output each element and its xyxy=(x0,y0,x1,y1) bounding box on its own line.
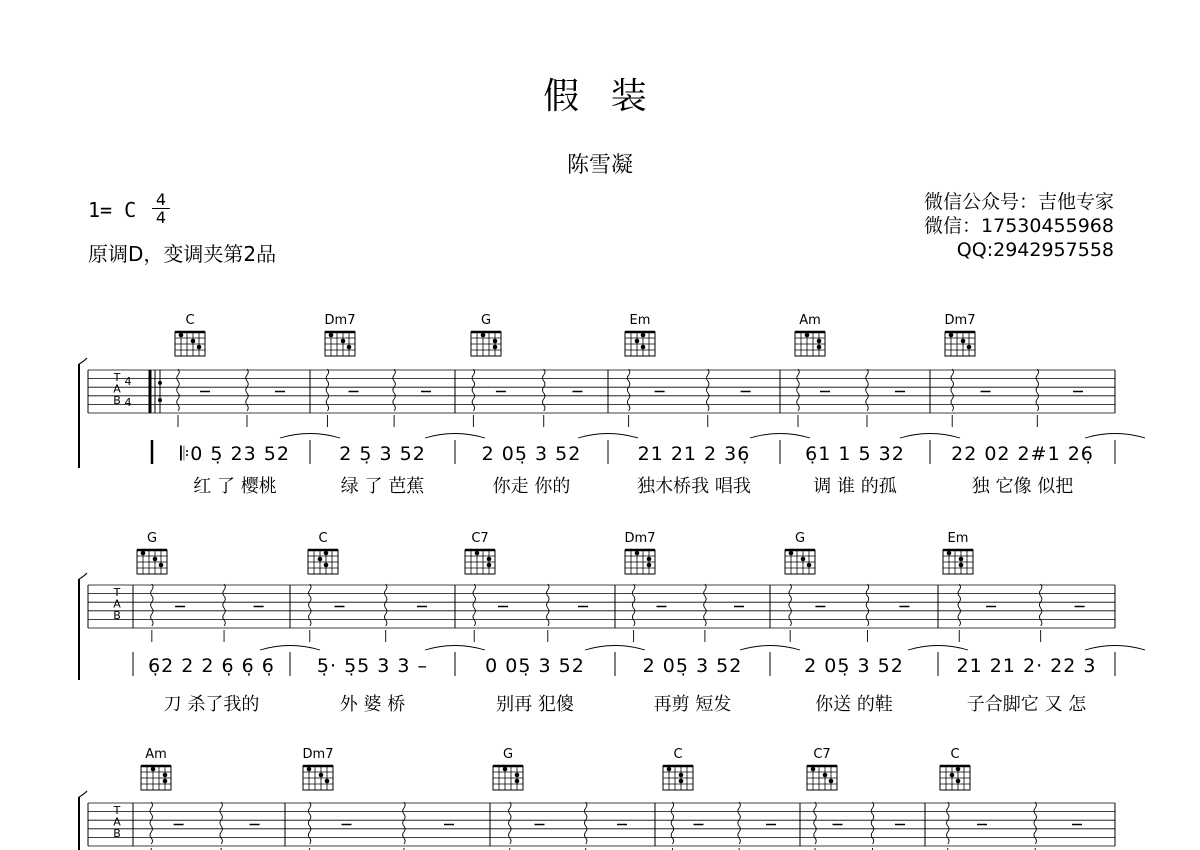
measure-lyrics: 独木桥我 唱我 xyxy=(637,476,751,497)
finger-dot xyxy=(801,557,806,562)
chord-name: Em xyxy=(629,313,651,328)
finger-dot xyxy=(961,339,966,344)
measure-lyrics: 调 谁 的孤 xyxy=(813,476,897,497)
chord-name: Dm7 xyxy=(302,747,334,762)
finger-dot xyxy=(667,767,672,772)
finger-dot xyxy=(811,767,816,772)
measure-lyrics: 刀 杀了我的 xyxy=(163,694,260,715)
chord-name: C xyxy=(185,313,195,328)
finger-dot xyxy=(141,551,146,556)
measure-lyrics: 再剪 短发 xyxy=(653,694,732,715)
tab-clef-letter: T xyxy=(113,586,121,599)
chord-grid xyxy=(943,550,973,574)
capo-note: 原调D，变调夹第2品 xyxy=(88,242,277,266)
finger-dot xyxy=(807,563,812,568)
chord-grid xyxy=(325,332,355,356)
tie-arc xyxy=(740,646,800,651)
chord-diagram xyxy=(493,747,523,790)
measure-notes: 6̣1 1 5 32 xyxy=(805,443,905,465)
finger-dot xyxy=(647,557,652,562)
finger-dot xyxy=(679,773,684,778)
measure-lyrics: 你送 的鞋 xyxy=(815,694,893,715)
chord-grid xyxy=(308,550,338,574)
finger-dot xyxy=(475,551,480,556)
measure-lyrics: 你走 你的 xyxy=(492,476,571,497)
chord-grid xyxy=(493,766,523,790)
finger-dot xyxy=(947,551,952,556)
chord-name: G xyxy=(480,313,492,328)
measure-notes: 0 05̣ 3 52 xyxy=(485,655,585,677)
tab-clef-letter: B xyxy=(113,394,121,407)
finger-dot xyxy=(318,557,323,562)
tie-arc xyxy=(425,434,485,439)
tab-clef-letter: A xyxy=(113,815,121,829)
chord-name: G xyxy=(794,531,806,546)
chord-grid xyxy=(625,332,655,356)
finger-dot xyxy=(967,345,972,350)
chord-grid xyxy=(465,550,495,574)
finger-dot xyxy=(329,333,334,338)
finger-dot xyxy=(641,345,646,350)
finger-dot xyxy=(151,767,156,772)
contact-wechat: 微信：17530455968 xyxy=(924,215,1114,237)
chord-diagram xyxy=(945,313,976,356)
chord-name: C7 xyxy=(813,747,831,762)
finger-dot xyxy=(481,333,486,338)
tie-arc xyxy=(260,646,320,651)
measure-notes: 5̣· 5̣5 3 3 – xyxy=(316,655,429,677)
measure-lyrics: 红 了 樱桃 xyxy=(193,476,277,497)
chord-diagram xyxy=(137,531,167,574)
measure-lyrics: 子合脚它 又 怎 xyxy=(966,694,1087,715)
tab-clef-letter: A xyxy=(113,382,121,396)
chord-diagram xyxy=(663,747,693,790)
finger-dot xyxy=(487,557,492,562)
tab-staff xyxy=(79,791,1115,850)
finger-dot xyxy=(179,333,184,338)
tab-system xyxy=(79,531,1145,715)
finger-dot xyxy=(191,339,196,344)
tie-arc xyxy=(750,434,810,439)
contact-wechat-account: 微信公众号：吉他专家 xyxy=(923,191,1114,213)
chord-diagram xyxy=(625,531,656,574)
finger-dot xyxy=(153,557,158,562)
finger-dot xyxy=(829,779,834,784)
chord-diagram xyxy=(471,313,501,356)
tie-arc xyxy=(280,434,340,439)
chord-grid xyxy=(795,332,825,356)
chord-name: C xyxy=(950,747,960,762)
chord-diagram xyxy=(940,747,970,790)
jianpu-line xyxy=(133,646,1145,716)
finger-dot xyxy=(950,773,955,778)
chord-grid xyxy=(471,332,501,356)
chord-grid xyxy=(940,766,970,790)
tie-arc xyxy=(1085,434,1145,439)
chord-diagram xyxy=(943,531,973,574)
key-signature: 1= C xyxy=(88,198,137,222)
chord-grid xyxy=(807,766,837,790)
chord-name: Em xyxy=(947,531,969,546)
finger-dot xyxy=(324,551,329,556)
tab-system xyxy=(79,313,1145,497)
measure-notes: 2 5̣ 3 52 xyxy=(339,443,426,465)
artist-name: 陈雪凝 xyxy=(566,153,633,178)
tab-clef-letter: B xyxy=(113,827,121,840)
finger-dot xyxy=(956,779,961,784)
chord-grid xyxy=(785,550,815,574)
finger-dot xyxy=(647,563,652,568)
chord-diagram xyxy=(325,313,356,356)
finger-dot xyxy=(515,773,520,778)
measure-notes: 6̣2 2 2 6̣ 6̣ 6̣ xyxy=(148,655,275,677)
jianpu-line xyxy=(152,434,1145,498)
finger-dot xyxy=(823,773,828,778)
chord-diagram xyxy=(141,747,171,790)
finger-dot xyxy=(817,339,822,344)
time-signature-bottom: 4 xyxy=(155,208,167,227)
measure-notes: 21 21 2· 22 3 xyxy=(956,655,1097,677)
song-title: 假 装 xyxy=(543,76,657,117)
finger-dot xyxy=(805,333,810,338)
chord-grid xyxy=(141,766,171,790)
tab-clef-letter: A xyxy=(113,597,121,611)
chord-grid xyxy=(175,332,205,356)
finger-dot xyxy=(307,767,312,772)
finger-dot xyxy=(159,563,164,568)
chord-name: G xyxy=(502,747,514,762)
measure-notes: 𝄆0 5̣ 23 52 xyxy=(180,443,290,465)
tab-clef-letter: B xyxy=(113,609,121,622)
finger-dot xyxy=(503,767,508,772)
tab-time-top: 4 xyxy=(124,375,132,388)
finger-dot xyxy=(347,345,352,350)
finger-dot xyxy=(956,767,961,772)
chord-diagram xyxy=(785,531,815,574)
finger-dot xyxy=(163,779,168,784)
chord-diagram xyxy=(308,531,338,574)
finger-dot xyxy=(959,557,964,562)
finger-dot xyxy=(959,563,964,568)
chord-name: Dm7 xyxy=(944,313,976,328)
chord-diagram xyxy=(625,313,655,356)
chord-grid xyxy=(945,332,975,356)
tie-arc xyxy=(585,646,645,651)
chord-diagram xyxy=(465,531,495,574)
measure-notes: 2 05̣ 3 52 xyxy=(481,443,582,465)
finger-dot xyxy=(163,773,168,778)
finger-dot xyxy=(789,551,794,556)
chord-name: Am xyxy=(799,313,821,328)
measure-lyrics: 别再 犯傻 xyxy=(496,694,574,715)
finger-dot xyxy=(319,773,324,778)
finger-dot xyxy=(493,339,498,344)
measure-lyrics: 外 婆 桥 xyxy=(339,694,406,715)
finger-dot xyxy=(493,345,498,350)
finger-dot xyxy=(515,779,520,784)
measure-lyrics: 绿 了 芭蕉 xyxy=(340,476,425,497)
finger-dot xyxy=(817,345,822,350)
finger-dot xyxy=(487,563,492,568)
finger-dot xyxy=(341,339,346,344)
finger-dot xyxy=(324,563,329,568)
tab-clef-letter: T xyxy=(113,804,121,817)
finger-dot xyxy=(635,551,640,556)
chord-diagram xyxy=(175,313,205,356)
finger-dot xyxy=(325,779,330,784)
measure-lyrics: 独 它像 似把 xyxy=(971,476,1074,497)
chord-diagram xyxy=(807,747,837,790)
finger-dot xyxy=(641,333,646,338)
chord-name: Am xyxy=(145,747,167,762)
chord-grid xyxy=(137,550,167,574)
tie-arc xyxy=(900,434,960,439)
chord-grid xyxy=(625,550,655,574)
tie-arc xyxy=(908,646,968,651)
finger-dot xyxy=(635,339,640,344)
chord-diagram xyxy=(795,313,825,356)
tab-clef-letter: T xyxy=(113,371,121,384)
measure-notes: 21 21 2 36̣ xyxy=(637,443,751,465)
chord-name: C xyxy=(318,531,328,546)
tab-time-bottom: 4 xyxy=(124,396,132,409)
measure-notes: 2 05̣ 3 52 xyxy=(642,655,743,677)
chord-name: C xyxy=(673,747,683,762)
chord-name: C7 xyxy=(471,531,489,546)
chord-name: G xyxy=(146,531,158,546)
chord-grid xyxy=(303,766,333,790)
finger-dot xyxy=(679,779,684,784)
finger-dot xyxy=(197,345,202,350)
time-signature-top: 4 xyxy=(155,190,167,209)
chord-name: Dm7 xyxy=(324,313,356,328)
chord-grid xyxy=(663,766,693,790)
chord-name: Dm7 xyxy=(624,531,656,546)
contact-qq: QQ:2942957558 xyxy=(956,239,1114,261)
measure-notes: 22 02 2#1 26̣ xyxy=(951,443,1094,465)
tie-arc xyxy=(1085,646,1145,651)
measure-notes: 2 05̣ 3 52 xyxy=(804,655,904,677)
tab-system xyxy=(79,747,1115,850)
chord-diagram xyxy=(303,747,334,790)
tie-arc xyxy=(578,434,638,439)
tie-arc xyxy=(425,646,485,651)
finger-dot xyxy=(949,333,954,338)
